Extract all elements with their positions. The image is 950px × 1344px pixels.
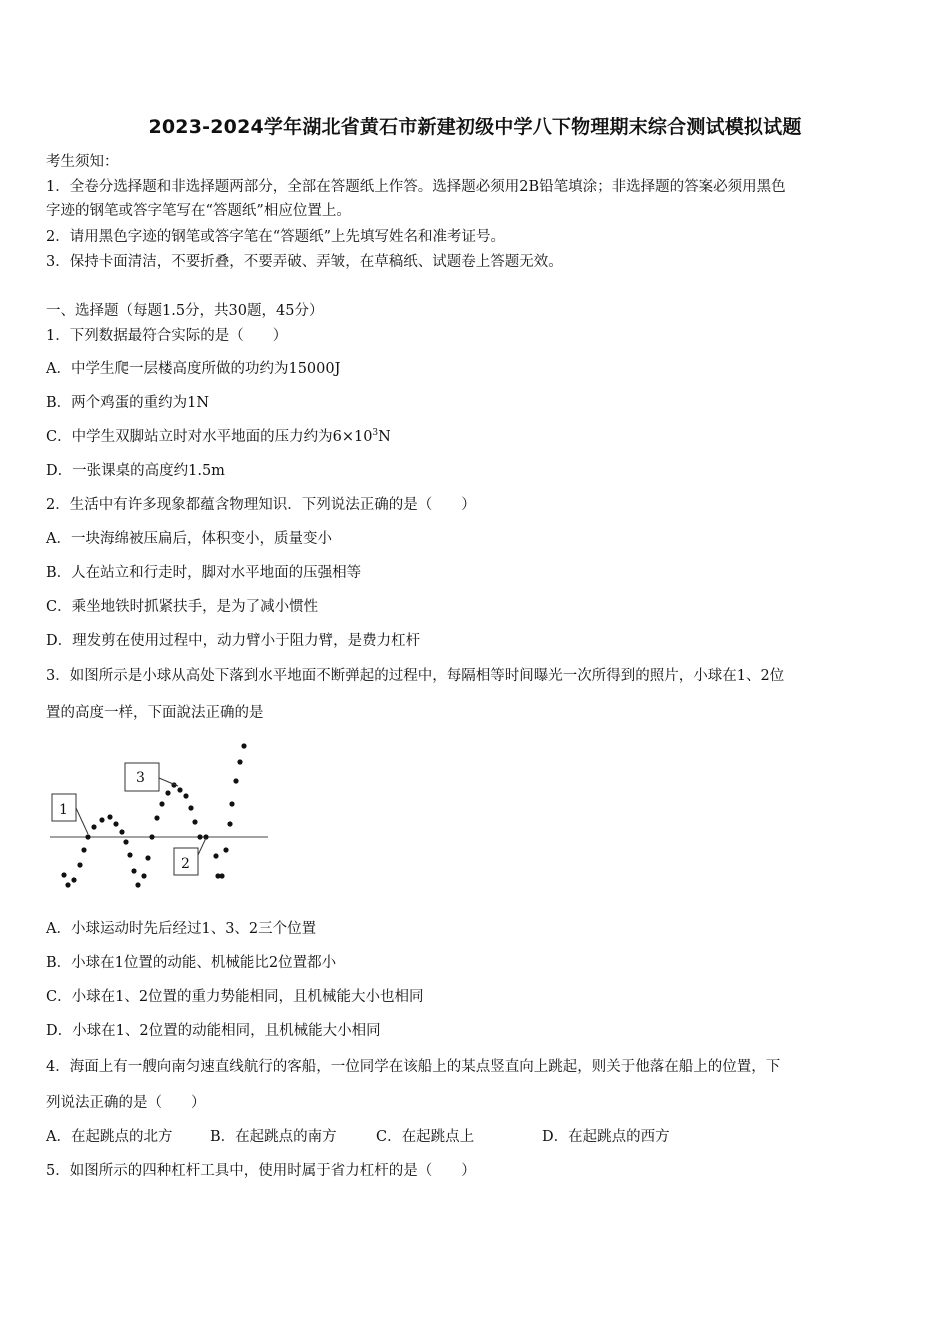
q1-option-a: A．中学生爬一层楼高度所做的功约为15000J [46, 361, 341, 377]
q1-option-c-unit: N [378, 429, 391, 445]
q4-option-b: B．在起跳点的南方 [210, 1129, 337, 1145]
q2-stem: 2．生活中有许多现象都蕴含物理知识．下列说法正确的是（ ） [46, 497, 476, 513]
label-3: 3 [136, 770, 145, 786]
q4-option-c: C．在起跳点上 [376, 1129, 475, 1145]
bouncing-ball-figure [46, 738, 276, 906]
section-heading: 一、选择题（每题1.5分，共30题，45分） [46, 303, 324, 319]
q3-option-b: B．小球在1位置的动能、机械能比2位置都小 [46, 955, 337, 971]
q2-option-d: D．理发剪在使用过程中，动力臂小于阻力臂，是费力杠杆 [46, 633, 421, 649]
q1-option-d: D．一张课桌的高度约1.5m [46, 463, 225, 479]
q1-stem: 1．下列数据最符合实际的是（ ） [46, 328, 288, 344]
q4-stem-line1: 4．海面上有一艘向南匀速直线航行的客船，一位同学在该船上的某点竖直向上跳起，则关于他落在船上的位置，下 [46, 1059, 781, 1075]
notice-item-3: 3．保持卡面清洁，不要折叠，不要弄破、弄皱，在草稿纸、试题卷上答题无效。 [46, 254, 563, 270]
q3-stem-line1: 3．如图所示是小球从高处下落到水平地面不断弹起的过程中，每隔相等时间曝光一次所得到的照片，小球在1、2位 [46, 668, 785, 684]
q3-option-c: C．小球在1、2位置的重力势能相同，且机械能大小也相同 [46, 989, 424, 1005]
q3-stem-line2: 置的高度一样，下面說法正确的是 [46, 705, 264, 721]
q3-option-a: A．小球运动时先后经过1、3、2三个位置 [46, 921, 317, 937]
q4-options [46, 1127, 670, 1147]
notice-item-1b: 字迹的钢笔或答字笔写在“答题纸”相应位置上。 [46, 203, 351, 219]
q2-option-a: A．一块海绵被压扁后，体积变小，质量变小 [46, 531, 332, 547]
q1-option-c-text: C．中学生双脚站立时对水平地面的压力约为6×10 [46, 429, 373, 445]
label-3-callout [125, 763, 178, 791]
notice-item-1a: 1．全卷分选择题和非选择题两部分，全部在答题纸上作答。选择题必须用2B铅笔填涂；非选择题的答案必须用黑色 [46, 179, 786, 195]
page-title: 2023-2024学年湖北省黄石市新建初级中学八下物理期末综合测试模拟试题 [148, 116, 802, 138]
label-2: 2 [181, 856, 190, 872]
q1-option-b: B．两个鸡蛋的重约为1N [46, 395, 210, 411]
q4-option-a: A．在起跳点的北方 [46, 1129, 173, 1145]
notice-item-2: 2．请用黑色字迹的钢笔或答字笔在“答题纸”上先填写姓名和准考证号。 [46, 229, 506, 245]
q5-stem: 5．如图所示的四种杠杆工具中，使用时属于省力杠杆的是（ ） [46, 1163, 476, 1179]
label-1: 1 [59, 802, 68, 818]
notice-heading: 考生须知： [46, 154, 119, 170]
q2-option-b: B．人在站立和行走时，脚对水平地面的压强相等 [46, 565, 362, 581]
label-2-callout [174, 838, 206, 875]
q2-option-c: C．乘坐地铁时抓紧扶手，是为了减小惯性 [46, 599, 319, 615]
q4-option-d: D．在起跳点的西方 [542, 1129, 670, 1145]
q4-stem-line2: 列说法正确的是（ ） [46, 1095, 206, 1111]
q1-option-c [46, 427, 391, 447]
q3-option-d: D．小球在1、2位置的动能相同，且机械能大小相同 [46, 1023, 381, 1039]
label-1-callout [52, 794, 88, 834]
q1-option-c-exponent: 3 [372, 428, 379, 439]
